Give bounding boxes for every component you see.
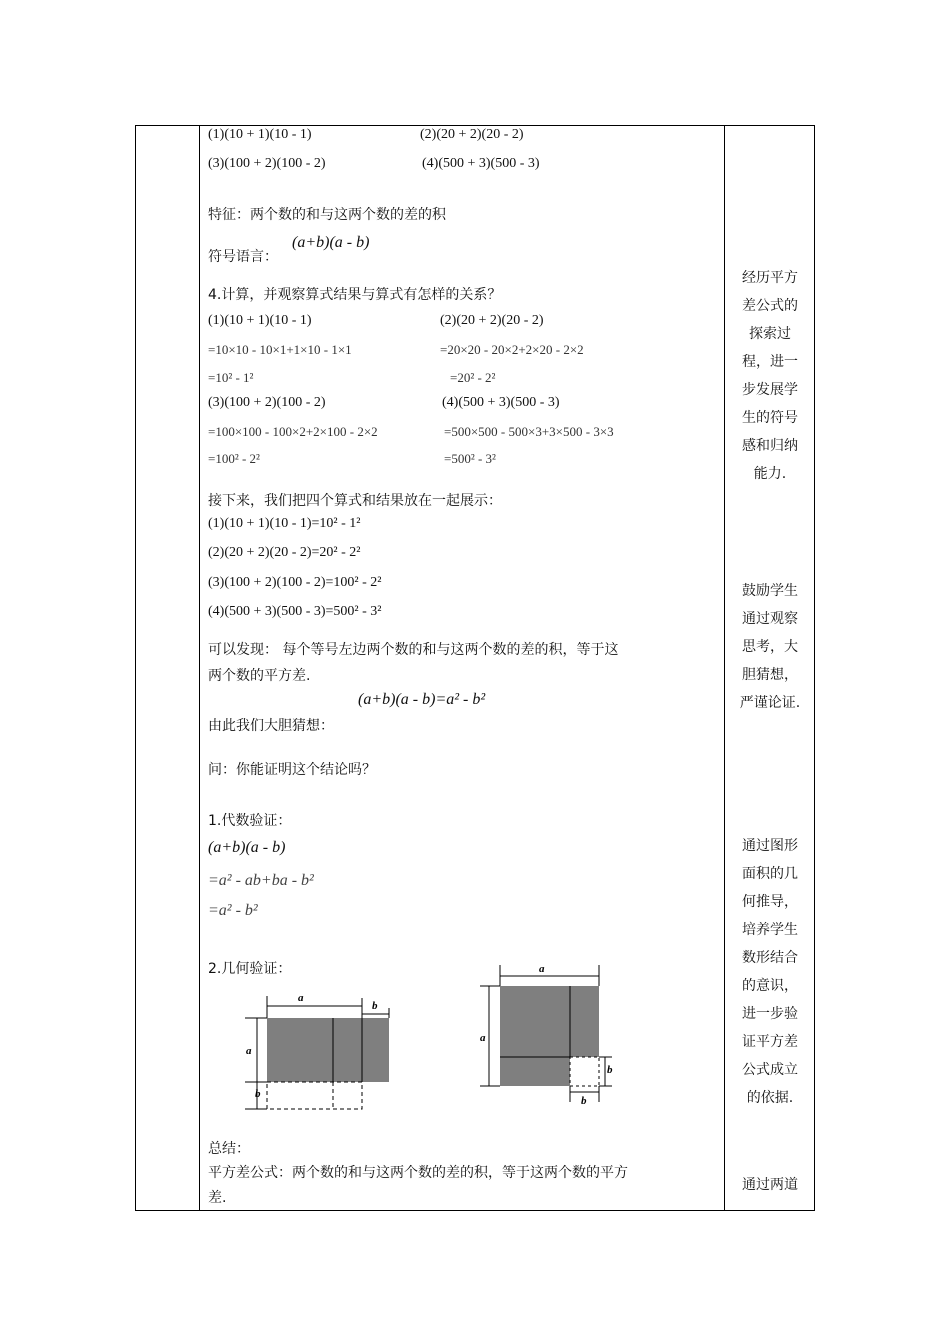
feature-text: 特征：两个数的和与这两个数的差的积 xyxy=(208,207,446,223)
calc-4-step: =500×500 - 500×3+3×500 - 3×3 xyxy=(444,424,614,439)
shaded-region-left xyxy=(267,1018,389,1082)
intro-expr-2: (2)(20 + 2)(20 - 2) xyxy=(420,127,524,142)
label-b-top: b xyxy=(372,1000,378,1012)
symbol-expr: (a+b)(a - b) xyxy=(292,234,370,251)
step4-title: 4.计算，并观察算式结果与算式有怎样的关系？ xyxy=(208,287,502,303)
together-title: 接下来，我们把四个算式和结果放在一起展示： xyxy=(208,493,502,509)
calc-3-step: =100×100 - 100×2+2×100 - 2×2 xyxy=(208,424,378,439)
algebra-line-3: =a² - b² xyxy=(208,902,258,919)
note-4: 通过两道 xyxy=(742,1177,798,1193)
label-b-left: b xyxy=(255,1088,261,1100)
column-divider-1 xyxy=(199,126,200,1210)
geometry-title: 2.几何验证： xyxy=(208,961,292,977)
discover-line-1: 可以发现： 每个等号左边两个数的和与这两个数的差的积，等于这 xyxy=(208,642,619,658)
formula: (a+b)(a - b)=a² - b² xyxy=(358,691,486,708)
calc-2-result: =20² - 2² xyxy=(450,370,496,385)
calc-2-expr: (2)(20 + 2)(20 - 2) xyxy=(440,313,544,328)
geometry-figure-left xyxy=(236,988,406,1114)
note-2: 鼓励学生 通过观察 思考，大 胆猜想， 严谨论证. xyxy=(739,583,801,711)
calc-3-expr: (3)(100 + 2)(100 - 2) xyxy=(208,395,326,410)
note-1: 经历平方 差公式的 探索过 程，进一 步发展学 生的符号 感和归纳 能力. xyxy=(742,270,798,482)
intro-expr-3: (3)(100 + 2)(100 - 2) xyxy=(208,156,326,171)
label-b-right: b xyxy=(607,1064,613,1076)
intro-expr-4: (4)(500 + 3)(500 - 3) xyxy=(422,156,540,171)
cut-square xyxy=(570,1057,599,1086)
together-3: (3)(100 + 2)(100 - 2)=100² - 2² xyxy=(208,575,382,590)
algebra-line-2: =a² - ab+ba - b² xyxy=(208,872,314,889)
column-divider-2 xyxy=(724,126,725,1210)
calc-1-step: =10×10 - 10×1+1×10 - 1×1 xyxy=(208,342,352,357)
summary-line-1: 平方差公式：两个数的和与这两个数的差的积，等于这两个数的平方 xyxy=(208,1165,628,1181)
calc-2-step: =20×20 - 20×2+2×20 - 2×2 xyxy=(440,342,584,357)
label-a-top: a xyxy=(539,963,545,975)
dashed-region xyxy=(267,1082,362,1109)
together-4: (4)(500 + 3)(500 - 3)=500² - 3² xyxy=(208,604,382,619)
symbol-label: 符号语言： xyxy=(208,249,278,265)
intro-expr-1: (1)(10 + 1)(10 - 1) xyxy=(208,127,312,142)
calc-3-result: =100² - 2² xyxy=(208,451,260,466)
calc-1-result: =10² - 1² xyxy=(208,370,254,385)
algebra-line-1: (a+b)(a - b) xyxy=(208,839,286,856)
algebra-title: 1.代数验证： xyxy=(208,813,292,829)
summary-title: 总结： xyxy=(208,1141,250,1157)
geometry-figure-right xyxy=(472,960,622,1110)
discover-line-2: 两个数的平方差. xyxy=(208,668,311,684)
label-b-bottom: b xyxy=(581,1095,587,1107)
label-a-left: a xyxy=(480,1032,486,1044)
label-a-left: a xyxy=(246,1045,252,1057)
question-text: 问：你能证明这个结论吗？ xyxy=(208,762,376,778)
summary-line-2: 差. xyxy=(208,1190,227,1206)
together-1: (1)(10 + 1)(10 - 1)=10² - 1² xyxy=(208,516,361,531)
calc-4-result: =500² - 3² xyxy=(444,451,496,466)
guess-text: 由此我们大胆猜想： xyxy=(208,718,334,734)
calc-1-expr: (1)(10 + 1)(10 - 1) xyxy=(208,313,312,328)
together-2: (2)(20 + 2)(20 - 2)=20² - 2² xyxy=(208,545,361,560)
note-3: 通过图形 面积的几 何推导， 培养学生 数形结合 的意识， 进一步验 证平方差 公式成立 的依据. xyxy=(742,838,798,1106)
label-a-top: a xyxy=(298,992,304,1004)
calc-4-expr: (4)(500 + 3)(500 - 3) xyxy=(442,395,560,410)
